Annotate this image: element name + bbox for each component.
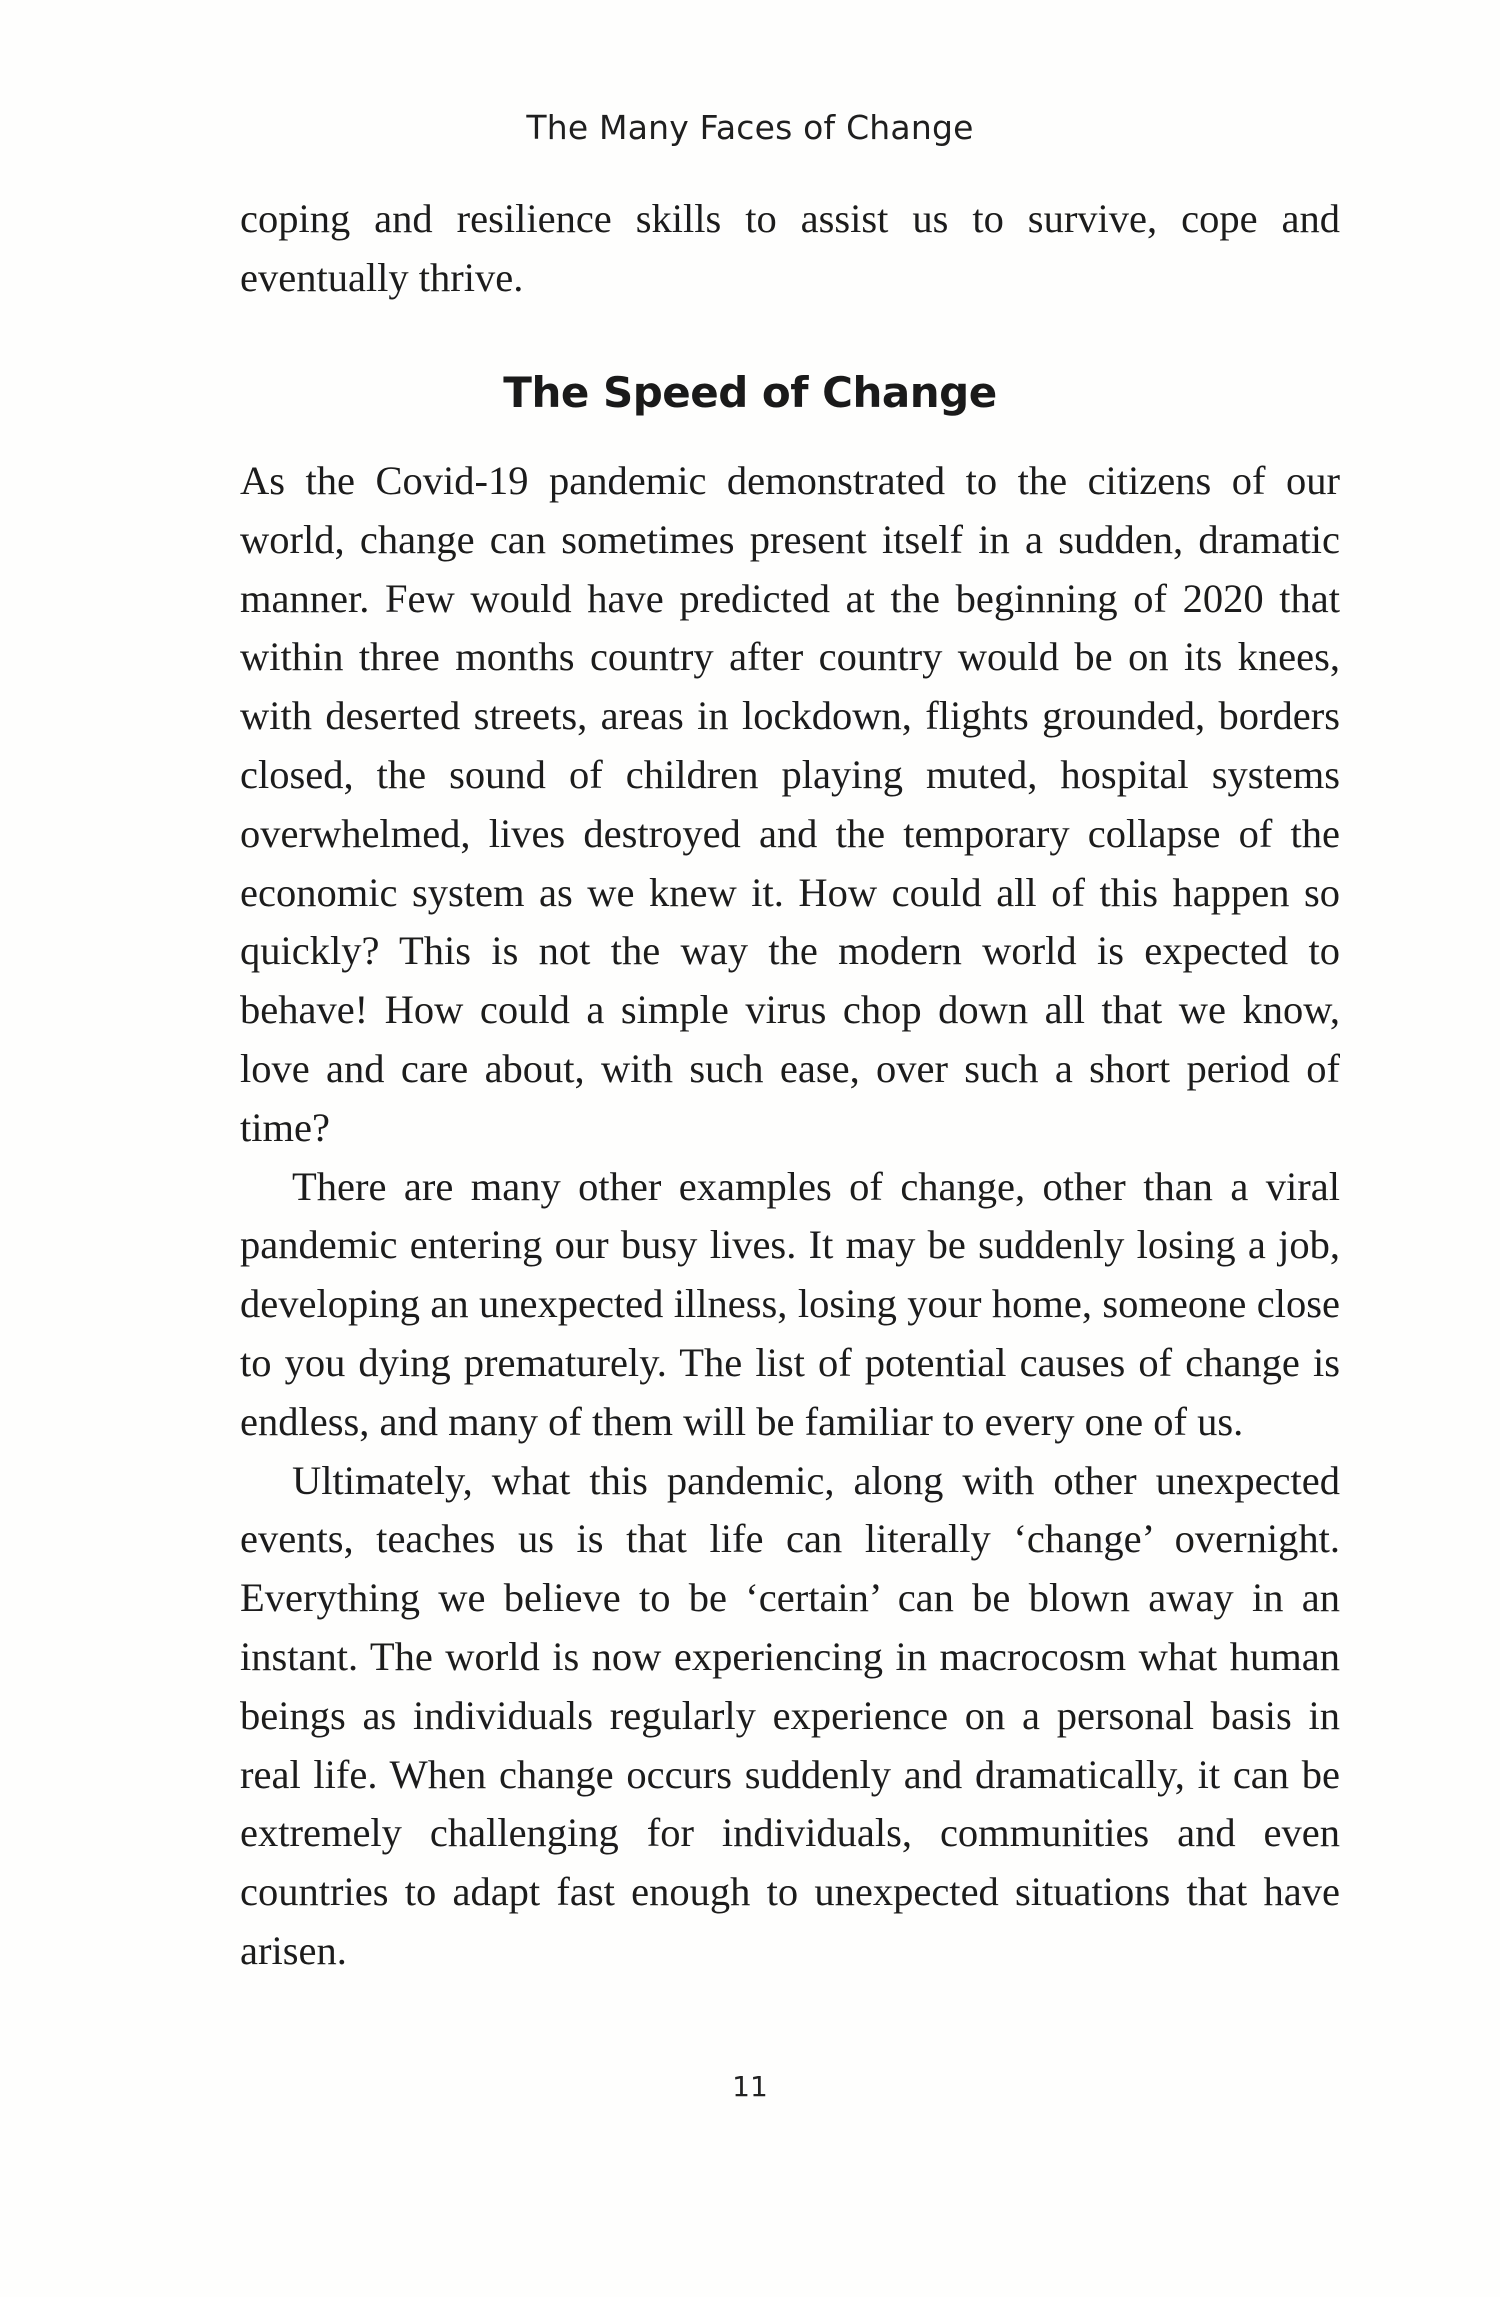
continued-paragraph: coping and resilience skills to assist us to survive, cope and eventually thrive. (240, 196, 1340, 300)
running-header: The Many Faces of Change (526, 108, 974, 147)
continued-paragraph-block (240, 190, 1340, 308)
paragraph-1: As the Covid-19 pandemic demonstrated to the citizens of our world, change can sometimes present itself in a sudden, dramatic manner. Few would have predicted at the beginning of 2020 that within three months country after country would be on its knees, with deserted streets, areas in lockdown, flights grounded, borders closed, the sound of children playing muted, hospital systems overwhelmed, lives destroyed and the temporary collapse of the economic system as we knew it. How could all of this happen so quickly? This is not the way the modern world is expected to behave! How could a simple virus chop down all that we know, love and care about, with such ease, over such a short period of time? (240, 458, 1340, 1150)
paragraph-3: Ultimately, what this pandemic, along with other unexpected events, teaches us is that life can literally ‘change’ overnight. Everything we believe to be ‘certain’ can be blown away in an instant. The world is now experiencing in macrocosm what human beings as individuals regularly experience on a personal basis in real life. When change occurs suddenly and dramatically, it can be extremely challenging for individuals, communities and even countries to adapt fast enough to unexpected situations that have arisen. (240, 1457, 1340, 1973)
section-heading: The Speed of Change (503, 368, 997, 417)
page-number: 11 (732, 2070, 768, 2103)
paragraph-2: There are many other examples of change, other than a viral pandemic entering our busy lives. It may be suddenly losing a job, developing an unexpected illness, losing your home, someone close to you dying prematurely. The list of potential causes of change is endless, and many of them will be familiar to every one of us. (240, 1163, 1340, 1444)
section-body (240, 452, 1340, 1981)
